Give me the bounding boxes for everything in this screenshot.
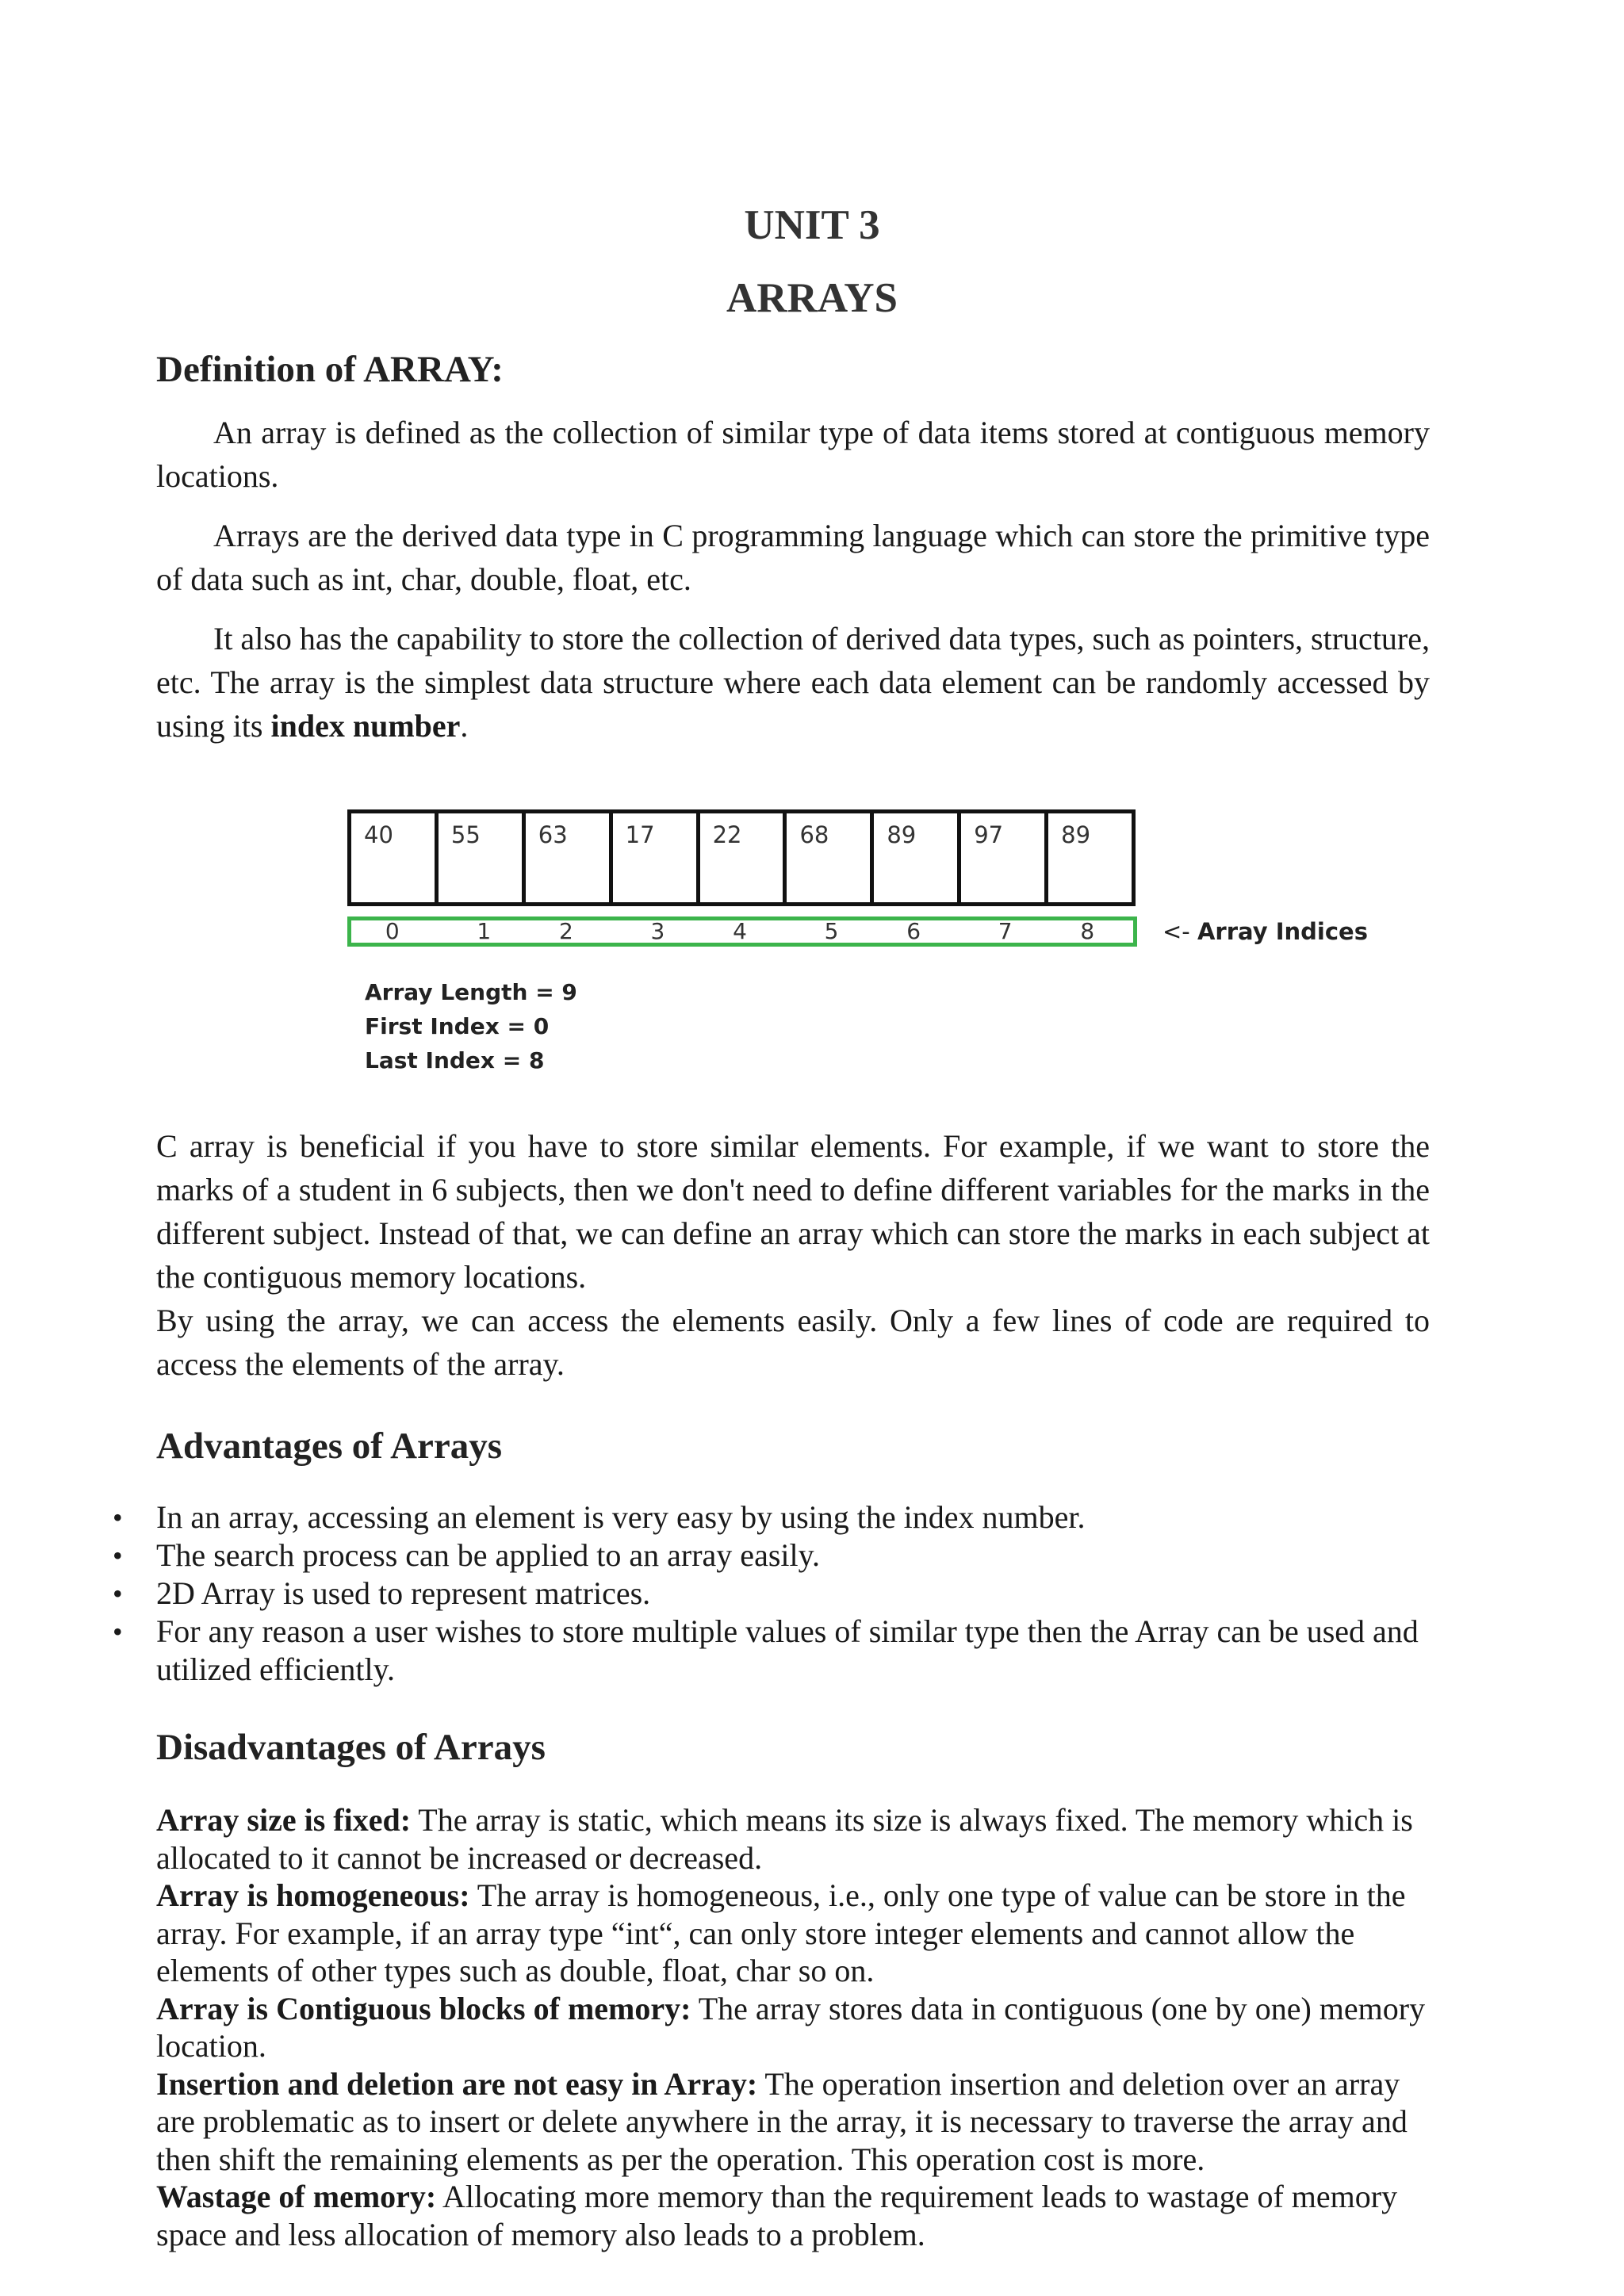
cell-value: 22 — [712, 821, 742, 848]
array-cell — [961, 813, 1048, 902]
list-item — [156, 2178, 1430, 2253]
item-title: Wastage of memory: — [156, 2179, 437, 2214]
item-text: The array is homogeneous, i.e., only one type of value can be store in the array. For example, if an array type “int“, can only store integer elements and cannot allow the elements of other types such as double, float, char so on. — [156, 1877, 1406, 1988]
topic-title: ARRAYS — [726, 275, 898, 321]
list-item — [156, 1801, 1430, 1877]
cell-value: 89 — [1061, 821, 1091, 848]
index-cell — [612, 920, 699, 943]
list-item: • 2D Array is used to represent matrices. — [156, 1575, 1430, 1613]
disadvantages-heading: Disadvantages of Arrays — [156, 1727, 546, 1768]
array-indices-row — [347, 916, 1137, 947]
item-text: Allocating more memory than the requirement leads to wastage of memory space and less allocation of memory also leads to a problem. — [156, 2179, 1398, 2252]
advantages-list — [156, 1498, 1430, 1689]
cell-value: 63 — [538, 821, 568, 848]
array-stats — [365, 975, 577, 1077]
index-value: 1 — [477, 918, 492, 944]
advantages-heading: Advantages of Arrays — [156, 1425, 503, 1467]
list-item: • For any reason a user wishes to store multiple values of similar type then the Array can be used and utilized efficiently. — [156, 1613, 1430, 1689]
list-item — [156, 2065, 1430, 2179]
definition-paragraph-3 — [156, 617, 1430, 748]
index-value: 5 — [824, 918, 839, 944]
index-value: 6 — [906, 918, 921, 944]
index-cell — [786, 920, 873, 943]
index-value: 3 — [650, 918, 665, 944]
array-cell — [700, 813, 787, 902]
last-index-text: Last Index = 8 — [365, 1047, 545, 1073]
index-value: 8 — [1080, 918, 1095, 944]
index-cell — [439, 920, 526, 943]
item-text: The array stores data in contiguous (one by one) memory location. — [156, 1990, 1426, 2064]
array-cell — [439, 813, 526, 902]
first-index-text: First Index = 0 — [365, 1013, 550, 1039]
array-cell — [874, 813, 961, 902]
index-cell — [872, 920, 959, 943]
array-diagram — [346, 807, 1377, 1085]
cell-value: 68 — [799, 821, 829, 848]
cell-value: 55 — [450, 821, 481, 848]
list-item — [156, 1990, 1430, 2065]
disadvantages-list — [156, 1801, 1430, 2253]
definition-paragraph-3-text: It also has the capability to store the collection of derived data types, such as pointers, structure, etc. The array is the simplest data structure where each data element can be randomly accessed by using its — [156, 621, 1430, 744]
unit-title: UNIT 3 — [744, 202, 880, 248]
cell-value: 40 — [364, 821, 393, 848]
item-title: Array is homogeneous: — [156, 1877, 470, 1913]
list-item — [156, 1877, 1430, 1990]
indices-label-text: Array Indices — [1197, 918, 1368, 945]
array-cell — [526, 813, 613, 902]
cell-value: 89 — [887, 821, 917, 848]
item-text: The array is static, which means its size is always fixed. The memory which is allocated to it cannot be increased or decreased. — [156, 1802, 1413, 1876]
index-value: 2 — [558, 918, 573, 944]
item-title: Array size is fixed: — [156, 1802, 412, 1838]
index-number-emphasis: index number — [270, 708, 461, 744]
array-cell — [613, 813, 700, 902]
index-value: 0 — [385, 918, 400, 944]
array-length-text: Array Length = 9 — [365, 979, 577, 1005]
cell-value: 17 — [625, 821, 655, 848]
definition-paragraph-1: An array is defined as the collection of similar type of data items stored at contiguous memory locations. — [156, 415, 1430, 494]
list-item: • The search process can be applied to an array easily. — [156, 1536, 1430, 1575]
index-cell — [525, 920, 612, 943]
definition-paragraph-3-end: . — [460, 708, 469, 744]
definition-paragraph-2: Arrays are the derived data type in C programming language which can store the primitive type of data such as int, char, double, float, etc. — [156, 518, 1430, 597]
index-cell — [1047, 920, 1134, 943]
body-paragraph-2: By using the array, we can access the elements easily. Only a few lines of code are required to access the elements of the array. — [156, 1303, 1430, 1382]
array-cell — [351, 813, 439, 902]
index-cell — [959, 920, 1047, 943]
index-cell — [351, 920, 439, 943]
item-text: The operation insertion and deletion over an array are problematic as to insert or delete anywhere in the array, it is necessary to traverse the array and then shift the remaining elements as per the operation. This operation cost is more. — [156, 2065, 1408, 2177]
index-value: 4 — [733, 918, 747, 944]
index-cell — [699, 920, 786, 943]
body-paragraph-1: C array is beneficial if you have to store similar elements. For example, if we want to store the marks of a student in 6 subjects, then we don't need to define different variables for the marks in the different subject. Instead of that, we can define an array which can store the marks in each subject at the contiguous memory locations. — [156, 1128, 1430, 1295]
index-value: 7 — [998, 918, 1013, 944]
item-title: Insertion and deletion are not easy in Array: — [156, 2065, 758, 2102]
cell-value: 97 — [974, 821, 1004, 848]
indices-arrow: <- — [1162, 918, 1190, 945]
array-indices-label — [1162, 918, 1368, 945]
item-title: Array is Contiguous blocks of memory: — [156, 1990, 691, 2026]
list-item: • In an array, accessing an element is very easy by using the index number. — [156, 1498, 1430, 1536]
array-cell — [1048, 813, 1136, 902]
array-cell — [787, 813, 874, 902]
definition-heading: Definition of ARRAY: — [156, 349, 504, 390]
array-cells — [347, 809, 1136, 906]
